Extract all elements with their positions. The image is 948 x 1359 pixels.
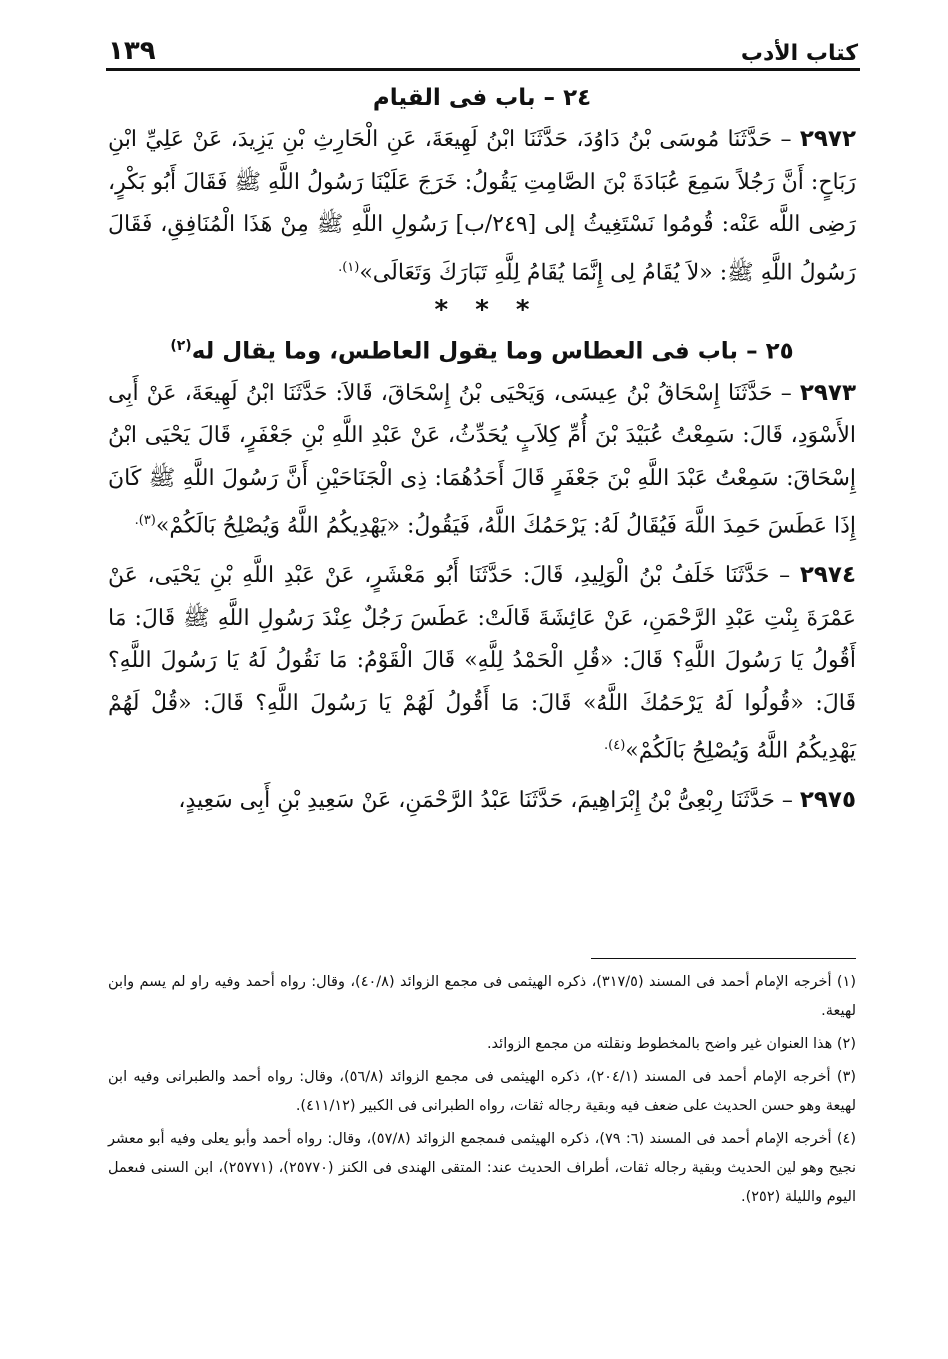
footnotes	[108, 968, 856, 1216]
footnote-ref: (١).	[338, 259, 360, 275]
hadith-number: ٢٩٧٣	[799, 379, 856, 406]
chapter-heading-24	[108, 78, 856, 118]
footnote-ref: (٣).	[134, 513, 156, 529]
chapter-title: ٢٥ – باب فى العطاس وما يقول العاطس، وما يقال له	[191, 338, 794, 365]
running-title: كتاب الأدب	[740, 41, 858, 66]
hadith-number: ٢٩٧٤	[799, 562, 856, 589]
hadith-2972	[108, 118, 856, 294]
page-number: ١٣٩	[108, 36, 156, 66]
chapter-title: ٢٤ – باب فى القيام	[372, 85, 592, 111]
footnote-number: (٤)	[836, 1131, 856, 1147]
footnote-4	[108, 1125, 856, 1212]
footnote-text: أخرجه الإمام أحمد فى المسند (٦: ٧٩)، ذكره الهيثمى فىمجمع الزوائد (٥٧/٨)، وقال: رواه أحمد وأبو يعلى وفيه أبو معشر نجيح وهو لين الحديث وبقية رجاله ثقات، أطراف الحديث عند: المتقى الهندى فى الكنز (٢٥٧٧٠)، (٢٥٧٧١)، ابن السنى فىعمل اليوم والليلة (٢٥٢).	[108, 1131, 856, 1205]
footnote-ref: (٢)	[170, 338, 192, 355]
hadith-text: – حَدَّثَنَا مُوسَى بْنُ دَاوُدَ، حَدَّثَنَا ابْنُ لَهِيعَةَ، عَنِ الْحَارِثِ بْنِ يَزِيدَ، عَنْ عَلِيِّ ابْنِ رَبَاحٍ: أَنَّ رَجُلاً سَمِعَ عُبَادَةَ بْنَ الصَّامِتِ يَقُولُ: خَرَجَ عَلَيْنَا رَسُولُ اللَّهِ ﷺ فَقَالَ أَبُو بَكْرٍ، رَضِى اللَّه عَنْه: قُومُوا نَسْتَغِيثُ إلى [٢٤٩/ب] رَسُولِ اللَّهِ ﷺ مِنْ هَذَا الْمُنَافِقِ، فَقَالَ رَسُولُ اللَّهِ ﷺ: «لاَ يُقَامُ لِى إِنَّمَا يُقَامُ لِلَّهِ تَبَارَكَ وَتَعَالَى»	[108, 127, 856, 285]
section-separator: * * *	[434, 295, 530, 326]
footnote-text: هذا العنوان غير واضح بالمخطوط ونقلته من مجمع الزوائد.	[486, 1036, 833, 1052]
footnote-text: أخرجه الإمام أحمد فى المسند (٣١٧/٥)، ذكره الهيثمى فى مجمع الزوائد (٤٠/٨)، وقال: رواه أحمد وفيه راو لم يسم وابن لهيعة.	[108, 974, 856, 1019]
footnote-3	[108, 1063, 856, 1121]
hadith-2975	[108, 779, 856, 823]
footnote-number: (٣)	[836, 1069, 857, 1085]
hadith-2973	[108, 372, 856, 548]
hadith-number: ٢٩٧٥	[799, 787, 856, 814]
hadith-text: – حَدَّثَنَا خَلَفُ بْنُ الْوَلِيدِ، قَالَ: حَدَّثَنَا أَبُو مَعْشَرٍ، عَنْ عَبْدِ اللَّهِ بْنِ يَحْيَى، عَنْ عَمْرَةَ بِنْتِ عَبْدِ الرَّحْمَنِ، عَنْ عَائِشَةَ قَالَتْ: عَطَسَ رَجُلٌ عِنْدَ رَسُولِ اللَّهِ ﷺ قَالَ: مَا أَقُولُ يَا رَسُولَ اللَّهِ؟ قَالَ: «قُلِ الْحَمْدُ لِلَّهِ» قَالَ الْقَوْمُ: مَا نَقُولُ لَهُ يَا رَسُولَ اللَّهِ؟ قَالَ: «قُولُوا لَهُ يَرْحَمُكَ اللَّهُ» قَالَ: مَا أَقُولُ لَهُمْ يَا رَسُولَ اللَّهِ؟ قَالَ: «قُلْ لَهُمْ يَهْدِيكُمُ اللَّهُ وَيُصْلِحُ بَالَكُمْ»	[108, 563, 856, 764]
hadith-2974	[108, 554, 856, 773]
footnote-ref: (٤).	[604, 738, 626, 754]
hadith-number: ٢٩٧٢	[799, 126, 856, 152]
footnote-text: أخرجه الإمام أحمد فى المسند (٢٠٤/١)، ذكره الهيثمى فى مجمع الزوائد (٥٦/٨)، وقال: رواه أحمد والطبرانى وفيه ابن لهيعة وهو حسن الحديث على ضعف فيه وبقية رجاله ثقات، رواه الطبرانى فى الكبير (٤١١/١٢).	[108, 1069, 856, 1114]
hadith-text: – حَدَّثَنَا إِسْحَاقُ بْنُ عِيسَى، وَيَحْيَى بْنُ إِسْحَاقَ، قَالاَ: حَدَّثَنَا ابْنُ لَهِيعَةَ، عَنْ أَبِى الأَسْوَدِ، قَالَ: سَمِعْتُ عُبَيْدَ بْنَ أُمِّ كِلاَبٍ يُحَدِّثُ، عَنْ عَبْدِ اللَّهِ بْنِ جَعْفَرٍ، قَالَ يَحْيَى ابْنُ إِسْحَاقَ: سَمِعْتُ عَبْدَ اللَّهِ بْنَ جَعْفَرٍ قَالَ أَحَدُهُمَا: ذِى الْجَنَاحَيْنِ أَنَّ رَسُولَ اللَّهِ ﷺ كَانَ إِذَا عَطَسَ حَمِدَ اللَّهَ فَيُقَالُ لَهُ: يَرْحَمُكَ اللَّهُ، فَيَقُولُ: «يَهْدِيكُمُ اللَّهُ وَيُصْلِحُ بَالَكُمْ»	[108, 380, 856, 539]
footnote-2	[108, 1030, 856, 1059]
footnote-number: (١)	[836, 974, 857, 990]
header-rule	[106, 68, 860, 71]
chapter-heading-25	[108, 326, 856, 372]
footnote-number: (٢)	[836, 1036, 856, 1052]
footnote-1	[108, 968, 856, 1026]
hadith-text: – حَدَّثَنَا رِبْعِىُّ بْنُ إِبْرَاهِيمَ، حَدَّثَنَا عَبْدُ الرَّحْمَنِ، عَنْ سَعِيدِ بْنِ أَبِى سَعِيدٍ،	[178, 788, 793, 814]
footnote-rule	[591, 958, 856, 959]
main-text	[108, 78, 856, 823]
page-header	[108, 26, 858, 66]
